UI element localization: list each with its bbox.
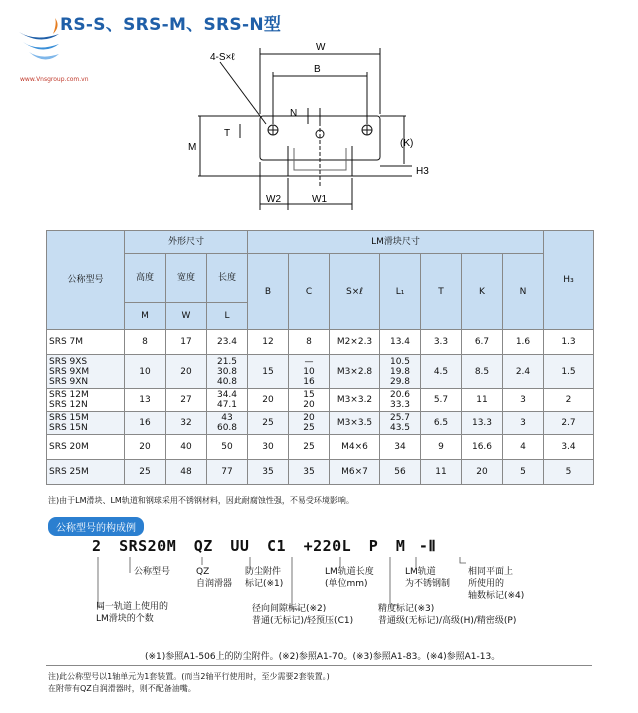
cell-n: 5 — [503, 460, 544, 485]
cell-c: — 10 16 — [289, 355, 330, 389]
cell-model: SRS 7M — [47, 330, 125, 355]
col-c: C — [289, 254, 330, 330]
code-qz: QZ — [193, 537, 213, 555]
sub-height: 高度 — [125, 254, 166, 303]
cell-m: 13 — [125, 389, 166, 412]
ann-qz: QZ 自润滑器 — [196, 567, 233, 589]
col-n: N — [503, 254, 544, 330]
table-row — [47, 330, 594, 355]
cell-k: 13.3 — [462, 412, 503, 435]
page-title: RS-S、SRS-M、SRS-N型 — [60, 15, 282, 35]
cell-m: 20 — [125, 435, 166, 460]
cross-section-drawing — [180, 38, 440, 218]
cell-t: 5.7 — [421, 389, 462, 412]
cell-c: 8 — [289, 330, 330, 355]
table-row — [47, 412, 594, 435]
table-row — [47, 355, 594, 389]
col-l: L — [207, 303, 248, 330]
col-model: 公称型号 — [47, 231, 125, 330]
dim-4sl: 4-S×ℓ — [210, 52, 235, 63]
code-qty: 2 — [92, 537, 102, 555]
cell-m: 16 — [125, 412, 166, 435]
col-t: T — [421, 254, 462, 330]
col-b: B — [248, 254, 289, 330]
cell-m: 25 — [125, 460, 166, 485]
ann-clearance: 径向间隙标记(※2) 普通(无标记)/轻预压(C1) — [252, 604, 354, 626]
cell-l: 77 — [207, 460, 248, 485]
cell-h3: 1.5 — [544, 355, 594, 389]
dim-b: B — [314, 64, 321, 75]
sub-width: 宽度 — [166, 254, 207, 303]
group-lm: LM滑块尺寸 — [248, 231, 544, 254]
cell-w: 20 — [166, 355, 207, 389]
cell-l: 21.5 30.8 40.8 — [207, 355, 248, 389]
ann-stainless: LM轨道 为不锈钢制 — [405, 567, 451, 589]
ann-seal: 防尘附件 标记(※1) — [245, 567, 284, 589]
cell-l1: 56 — [380, 460, 421, 485]
ann-axis: 相同平面上 所使用的 轴数标记(※4) — [468, 567, 525, 601]
table-row — [47, 460, 594, 485]
cell-h3: 2 — [544, 389, 594, 412]
cell-t: 11 — [421, 460, 462, 485]
cell-t: 6.5 — [421, 412, 462, 435]
cell-b: 25 — [248, 412, 289, 435]
model-code — [92, 537, 436, 555]
cell-h3: 5 — [544, 460, 594, 485]
cell-l1: 13.4 — [380, 330, 421, 355]
cell-n: 3 — [503, 389, 544, 412]
dim-m: M — [188, 142, 197, 153]
cell-w: 17 — [166, 330, 207, 355]
cell-n: 3 — [503, 412, 544, 435]
cell-n: 2.4 — [503, 355, 544, 389]
col-h3: H₃ — [544, 231, 594, 330]
cell-t: 4.5 — [421, 355, 462, 389]
group-outer: 外形尺寸 — [125, 231, 248, 254]
dim-k: (K) — [400, 138, 414, 149]
table-note: 注)由于LM滑块、LM轨道和钢球采用不锈钢材料，因此耐腐蚀性强，不易受环境影响。 — [48, 496, 354, 505]
cell-model: SRS 20M — [47, 435, 125, 460]
cell-n: 1.6 — [503, 330, 544, 355]
references: (※1)参照A1-506上的防尘附件。(※2)参照A1-70。(※3)参照A1-83。(※4)参照A1-13。 — [145, 652, 501, 662]
cell-h3: 2.7 — [544, 412, 594, 435]
cell-w: 27 — [166, 389, 207, 412]
code-uu: UU — [230, 537, 250, 555]
dim-w: W — [316, 42, 326, 53]
company-logo — [15, 12, 63, 72]
code-length: +220L — [303, 537, 352, 555]
cell-l: 34.4 47.1 — [207, 389, 248, 412]
ann-qty: 同一轨道上使用的 LM滑块的个数 — [96, 602, 169, 624]
cell-c: 25 — [289, 435, 330, 460]
logo-text: www.Vnsgroup.com.vn — [20, 76, 89, 83]
cell-c: 35 — [289, 460, 330, 485]
ann-accuracy: 精度标记(※3) 普通级(无标记)/高级(H)/精密级(P) — [378, 604, 517, 626]
code-p: P — [368, 537, 379, 555]
cell-w: 48 — [166, 460, 207, 485]
code-axis: -Ⅱ — [418, 537, 437, 555]
cell-m: 8 — [125, 330, 166, 355]
cell-b: 35 — [248, 460, 289, 485]
cell-t: 9 — [421, 435, 462, 460]
table-row — [47, 435, 594, 460]
cell-b: 30 — [248, 435, 289, 460]
col-w: W — [166, 303, 207, 330]
cell-b: 15 — [248, 355, 289, 389]
cell-model: SRS 9XS SRS 9XM SRS 9XN — [47, 355, 125, 389]
cell-s: M6×7 — [330, 460, 380, 485]
cell-n: 4 — [503, 435, 544, 460]
cell-model: SRS 15M SRS 15N — [47, 412, 125, 435]
cell-l1: 34 — [380, 435, 421, 460]
cell-k: 16.6 — [462, 435, 503, 460]
table-row — [47, 389, 594, 412]
col-k: K — [462, 254, 503, 330]
cell-s: M3×3.2 — [330, 389, 380, 412]
cell-k: 8.5 — [462, 355, 503, 389]
code-c1: C1 — [266, 537, 287, 555]
cell-w: 40 — [166, 435, 207, 460]
cell-s: M3×2.8 — [330, 355, 380, 389]
cell-h3: 3.4 — [544, 435, 594, 460]
cell-s: M3×3.5 — [330, 412, 380, 435]
sub-length: 长度 — [207, 254, 248, 303]
footer-note: 注)此公称型号以1轴单元为1套装置。(而当2轴平行使用时，至少需要2套装置。) 在附带有QZ自润滑器时，则不配备油嘴。 — [48, 672, 330, 693]
code-model: SRS20M — [119, 537, 177, 555]
cell-h3: 1.3 — [544, 330, 594, 355]
dim-h3: H3 — [416, 166, 429, 177]
cell-model: SRS 25M — [47, 460, 125, 485]
ann-model: 公称型号 — [134, 567, 171, 577]
cell-t: 3.3 — [421, 330, 462, 355]
cell-w: 32 — [166, 412, 207, 435]
ann-rail-length: LM轨道长度 (单位mm) — [325, 567, 374, 589]
cell-c: 20 25 — [289, 412, 330, 435]
dim-w1: W1 — [312, 194, 327, 205]
cell-l1: 25.7 43.5 — [380, 412, 421, 435]
cell-k: 20 — [462, 460, 503, 485]
cell-b: 20 — [248, 389, 289, 412]
cell-l: 43 60.8 — [207, 412, 248, 435]
spec-table — [46, 230, 594, 485]
col-s: S×ℓ — [330, 254, 380, 330]
cell-l1: 10.5 19.8 29.8 — [380, 355, 421, 389]
cell-l: 23.4 — [207, 330, 248, 355]
cell-c: 15 20 — [289, 389, 330, 412]
dim-t: T — [224, 128, 231, 139]
dim-n: N — [290, 108, 298, 119]
dim-w2: W2 — [266, 194, 281, 205]
cell-model: SRS 12M SRS 12N — [47, 389, 125, 412]
cell-m: 10 — [125, 355, 166, 389]
table-body — [47, 330, 594, 485]
cell-l1: 20.6 33.3 — [380, 389, 421, 412]
section-title: 公称型号的构成例 — [48, 517, 144, 536]
cell-s: M2×2.3 — [330, 330, 380, 355]
cell-k: 11 — [462, 389, 503, 412]
cell-s: M4×6 — [330, 435, 380, 460]
col-m: M — [125, 303, 166, 330]
cell-l: 50 — [207, 435, 248, 460]
col-l1: L₁ — [380, 254, 421, 330]
code-m: M — [395, 537, 406, 555]
divider — [46, 665, 592, 666]
cell-b: 12 — [248, 330, 289, 355]
cell-k: 6.7 — [462, 330, 503, 355]
